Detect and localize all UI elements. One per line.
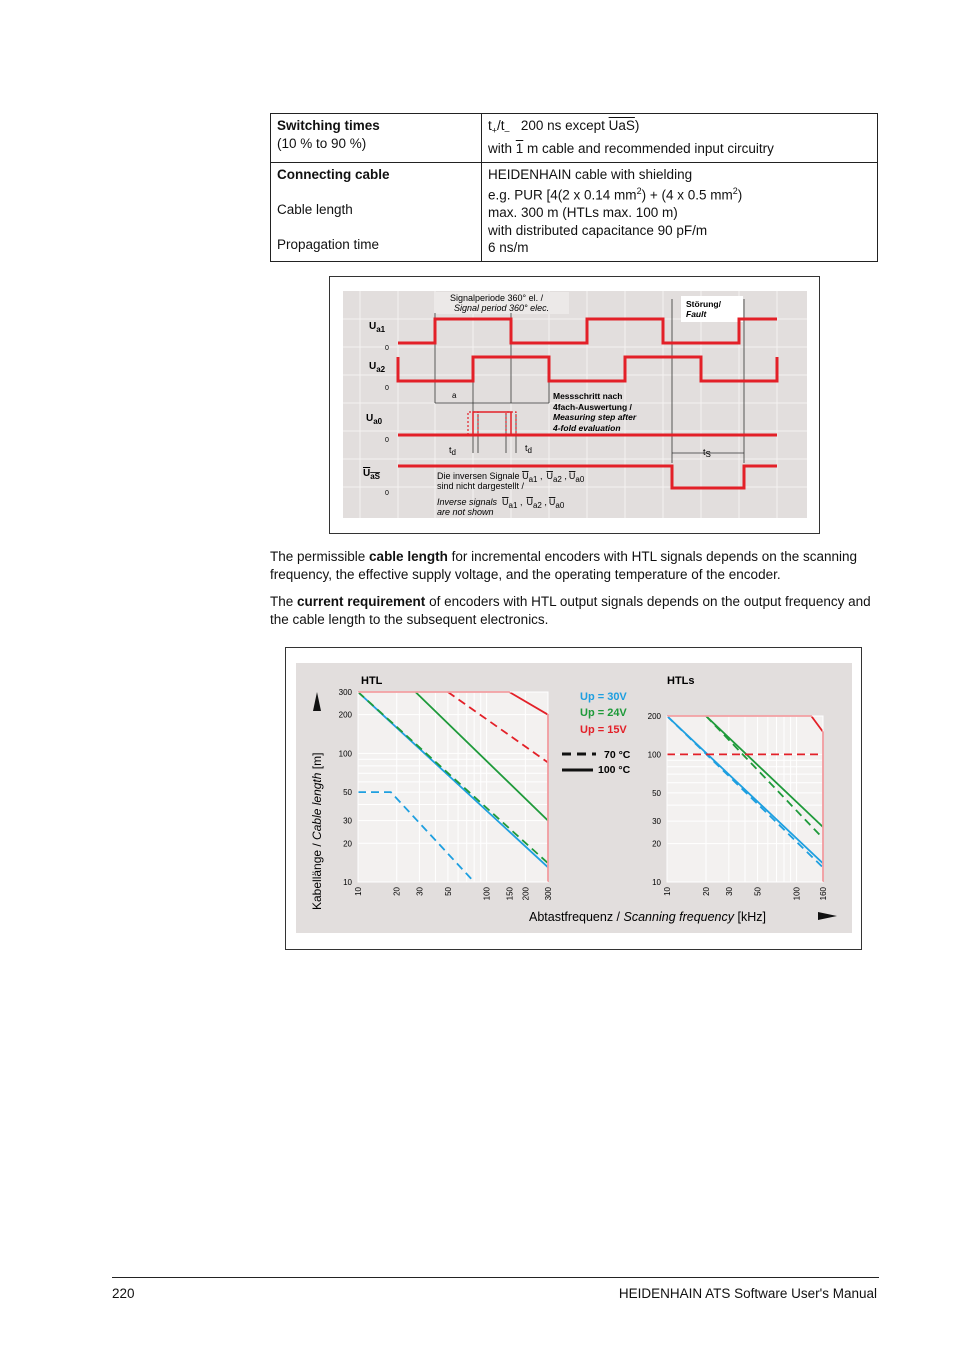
switching-times-condition	[488, 140, 871, 158]
paragraph-cable-length	[270, 548, 880, 584]
plot-area	[358, 692, 548, 882]
step-label: Messschritt nach	[553, 391, 623, 401]
row-label: Switching times	[277, 118, 380, 133]
y-tick-label: 10	[343, 878, 352, 887]
cable-length-chart	[286, 648, 861, 949]
legend-up-15: Up = 15V	[580, 724, 627, 736]
fault-label-de: Störung/	[686, 299, 721, 309]
a-label: a	[452, 391, 457, 400]
grid-htl	[358, 692, 548, 882]
x-tick-label: 30	[724, 887, 734, 896]
signal-diagram-frame	[329, 276, 820, 534]
label-ua1: $U_{a1}$	[369, 321, 386, 334]
period-label-de: Signalperiode 360° el. /	[450, 293, 544, 303]
step-label: 4fach-Auswertung /	[553, 402, 632, 412]
capacitance-value: with distributed capacitance 90 pF/m	[488, 222, 708, 238]
x-tick-label: 150	[505, 887, 515, 901]
text: +	[491, 125, 498, 136]
y-tick-label: 30	[343, 816, 352, 826]
row-sublabel: (10 % to 90 %)	[277, 135, 367, 151]
fault-label-en: Fault	[686, 309, 707, 319]
page-number: 220	[112, 1286, 135, 1301]
table-cell	[271, 114, 482, 163]
zero-label: 0	[385, 437, 389, 444]
table-cell	[482, 114, 878, 163]
legend-70c: 70 °C	[604, 749, 631, 761]
text: )	[737, 187, 743, 203]
y-tick-label: 50	[652, 788, 661, 798]
x-tick-label: 100	[792, 887, 802, 901]
spec-table	[270, 113, 878, 262]
footer-title: HEIDENHAIN ATS Software User's Manual	[618, 1286, 877, 1301]
td-label: td	[525, 443, 532, 455]
zero-label: 0	[385, 385, 389, 392]
period-label-en: Signal period 360° elec.	[454, 303, 550, 313]
y-tick-label: 10	[652, 878, 661, 887]
x-tick-label: 50	[443, 887, 453, 896]
label-ua2: $U_{a2}$	[369, 361, 386, 374]
y-tick-label: 200	[647, 712, 661, 721]
inverse-label-de: Die inversen Signale Ua1 , Ua2 , Ua0	[437, 471, 585, 484]
text: current requirement	[297, 594, 426, 609]
y-tick-label: 30	[652, 817, 661, 827]
x-tick-label: 30	[415, 887, 425, 896]
inverse-label-de: sind nicht dargestellt /	[437, 481, 525, 491]
inverse-label-en: are not shown	[437, 507, 494, 517]
inverse-label-en: Inverse signals Ua1 , Ua2 , Ua0	[437, 497, 565, 510]
y-tick-label: 20	[652, 839, 661, 849]
x-tick-label: 20	[702, 887, 711, 896]
table-row	[271, 162, 878, 261]
table-row	[271, 114, 878, 163]
x-tick-label: 200	[521, 887, 531, 901]
cable-value: HEIDENHAIN cable with shielding	[488, 166, 693, 182]
y-tick-label: 300	[338, 688, 352, 697]
chart-title-htl: HTL	[361, 675, 383, 687]
legend-up-30: Up = 30V	[580, 691, 627, 703]
x-tick-label: 160	[819, 887, 828, 901]
y-tick-label: 100	[338, 749, 352, 759]
x-tick-label: 10	[354, 887, 363, 896]
x-tick-label: 100	[482, 887, 492, 901]
text: The permissible	[270, 549, 370, 564]
chart-title-htls: HTLs	[667, 675, 695, 687]
cable-length-value: max. 300 m (HTLs max. 100 m)	[488, 205, 678, 221]
text: e.g. PUR [4(2 x 0.14 mm	[488, 187, 637, 203]
x-tick-label: 300	[544, 887, 553, 901]
text: ) + (4 x 0.5 mm	[641, 187, 733, 203]
zero-label: 0	[385, 345, 389, 352]
legend-up-24: Up = 24V	[580, 707, 627, 719]
y-tick-label: 100	[647, 750, 661, 760]
text: The	[270, 594, 298, 609]
text: –	[504, 125, 510, 136]
x-axis-label: Abtastfrequenz / Scanning frequency [kHz]	[529, 910, 766, 924]
label-uas: $U_{aS}$	[363, 468, 381, 481]
text: for incremental encoders with HTL signals depends on the scanning frequency, the effective supply voltage, and the operating temperature of the encoder.	[270, 549, 858, 582]
y-tick-label: 20	[343, 839, 352, 849]
x-tick-label: 20	[392, 887, 402, 896]
text: /t	[497, 118, 505, 133]
text: 2	[636, 186, 642, 197]
switching-times-value	[488, 117, 871, 140]
step-label: Measuring step after	[553, 412, 637, 422]
text: $\overline{UaS}$	[608, 118, 635, 133]
y-axis-label: Kabellänge / Cable length [m]	[310, 752, 324, 910]
propagation-value: 6 ns/m	[488, 240, 529, 256]
y-tick-label: 50	[343, 788, 352, 798]
label-ua0: $U_{a0}$	[366, 413, 383, 426]
x-tick-label: 10	[663, 887, 672, 896]
ts-label: tS	[703, 447, 711, 459]
text: cable length	[369, 549, 448, 564]
row-label: Propagation time	[277, 236, 380, 252]
text: 1	[515, 141, 524, 157]
cable-chart-frame	[285, 647, 862, 950]
td-label: td	[449, 445, 456, 457]
text: 2	[732, 186, 738, 197]
paragraph-current-requirement	[270, 593, 880, 629]
text: )	[634, 118, 640, 133]
text: with	[488, 141, 516, 157]
text: of encoders with HTL output signals depends on the output frequency and the cable length to the subsequent electronics.	[270, 594, 871, 627]
cable-pur-value	[488, 183, 871, 204]
grid-htls	[667, 716, 823, 882]
text: m cable and recommended input circuitry	[523, 141, 774, 157]
zero-label: 0	[385, 490, 389, 497]
text: t	[488, 118, 492, 133]
spacer	[277, 183, 475, 201]
y-tick-label: 200	[338, 710, 352, 720]
x-tick-label: 50	[753, 887, 763, 896]
step-label: 4-fold evaluation	[553, 423, 621, 433]
legend-100c: 100 °C	[598, 764, 631, 776]
table-cell	[482, 162, 878, 261]
row-label: Cable length	[277, 201, 353, 217]
row-label: Connecting cable	[277, 166, 390, 182]
spacer	[277, 218, 475, 236]
signal-diagram	[330, 277, 819, 533]
text: 200 ns except	[509, 118, 609, 133]
footer-rule	[112, 1277, 879, 1278]
table-cell	[271, 162, 482, 261]
